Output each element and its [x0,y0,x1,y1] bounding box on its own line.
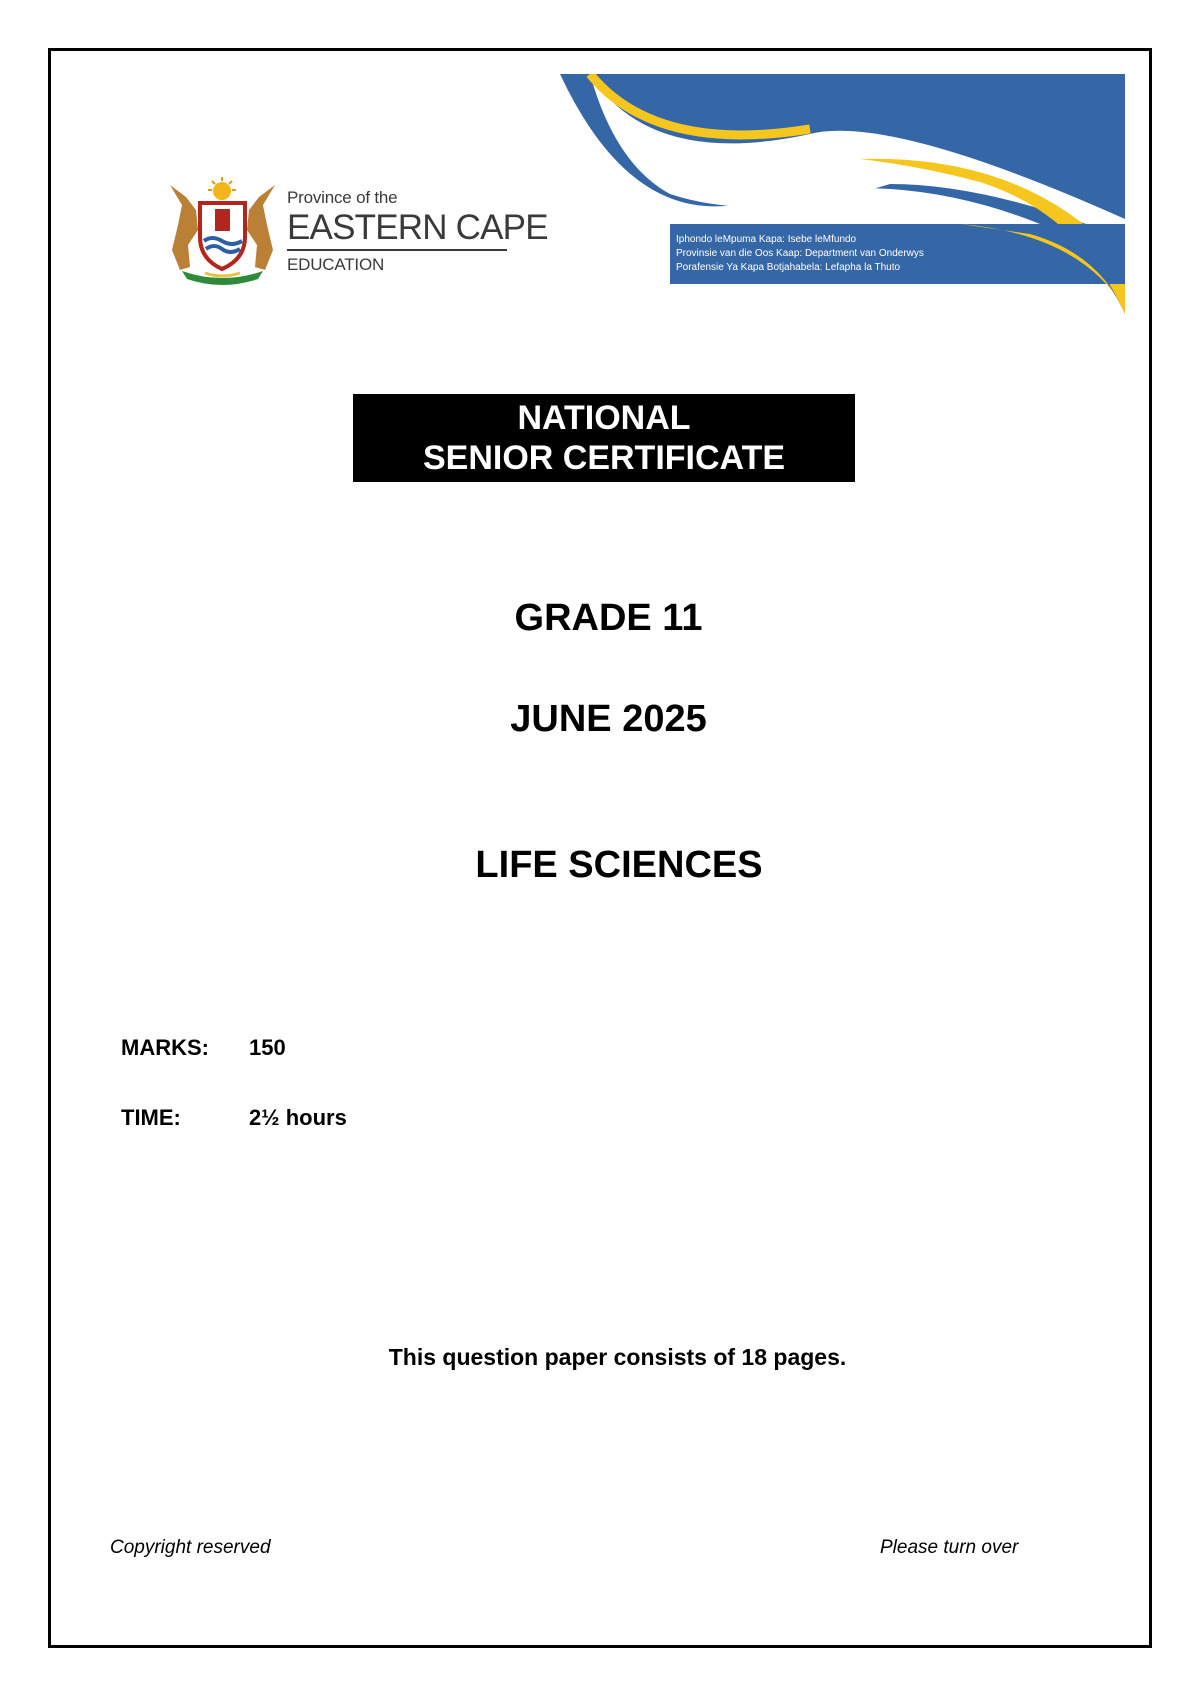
department-logo [287,188,548,275]
marks-value: 150 [249,1035,286,1060]
logo-rule [287,249,507,251]
coat-of-arms-icon [160,175,285,285]
certificate-title-box [353,394,855,482]
footer-turn-over: Please turn over [880,1537,1019,1558]
subject-heading: LIFE SCIENCES [475,844,763,886]
exam-date-heading: JUNE 2025 [510,698,707,740]
logo-province-text: Province of the [287,188,398,207]
header-banner-graphic [560,74,1125,314]
marks-row [121,1035,286,1061]
time-row [121,1105,347,1131]
title-line-1: NATIONAL [517,399,691,437]
grade-heading: GRADE 11 [514,597,703,639]
time-value: 2½ hours [249,1105,347,1130]
logo-eastern-cape-text: EASTERN CAPE [287,208,548,247]
banner-line-1: Iphondo leMpuma Kapa: Isebe leMfundo [676,234,857,245]
banner-line-2: Provinsie van die Oos Kaap: Department van Onderwys [676,248,924,259]
time-label: TIME: [121,1105,181,1130]
page-count-note: This question paper consists of 18 pages. [388,1344,847,1370]
banner-line-3: Porafensie Ya Kapa Botjahabela: Lefapha la Thuto [676,262,901,273]
footer-copyright: Copyright reserved [110,1537,271,1558]
banner-multilingual-text [676,233,924,275]
logo-education-text: EDUCATION [287,255,385,274]
marks-label: MARKS: [121,1035,209,1060]
title-line-2: SENIOR CERTIFICATE [422,439,786,477]
